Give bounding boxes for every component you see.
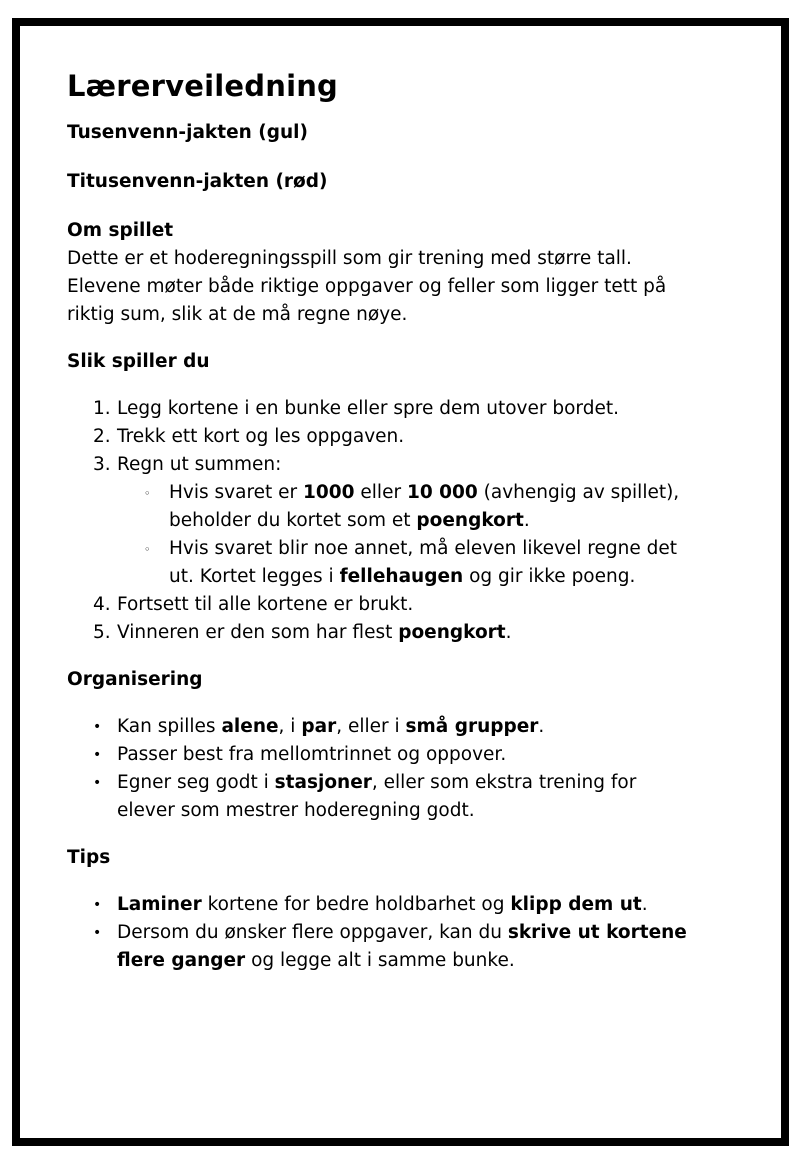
bold-term: Laminer bbox=[117, 894, 202, 915]
step-number: 2. bbox=[93, 426, 111, 447]
bold-term: par bbox=[301, 716, 337, 737]
bold-term: alene bbox=[221, 716, 279, 737]
about-heading: Om spillet bbox=[67, 220, 174, 241]
list-item: • Passer best fra mellomtrinnet og oppover. bbox=[67, 741, 697, 769]
document-content bbox=[67, 64, 697, 975]
game-title-yellow: Tusenvenn-jakten (gul) bbox=[67, 122, 308, 143]
sub-item: ◦ Hvis svaret blir noe annet, må eleven likevel regne det ut. Kortet legges i fellehaugen og gir ikke poeng. bbox=[144, 538, 677, 587]
bold-term: poengkort bbox=[416, 510, 524, 531]
bold-term: skrive ut kortene flere ganger bbox=[117, 922, 687, 971]
step-item bbox=[67, 395, 697, 423]
bold-term: fellehaugen bbox=[339, 566, 464, 587]
bullet-icon: • bbox=[93, 747, 102, 763]
about-text: Dette er et hoderegningsspill som gir trening med større tall. Elevene møter både riktige oppgaver og feller som ligger tett på riktig sum, slik at de må regne nøye. bbox=[67, 248, 667, 325]
bold-term: stasjoner bbox=[274, 772, 372, 793]
step-text: Regn ut summen: bbox=[117, 454, 282, 475]
bold-term: 10 000 bbox=[406, 482, 478, 503]
about-section bbox=[67, 217, 697, 329]
organisation-list bbox=[67, 713, 697, 825]
sub-list bbox=[117, 479, 697, 591]
step-number: 4. bbox=[93, 594, 111, 615]
organisation-section bbox=[67, 666, 697, 825]
steps-list bbox=[67, 395, 697, 647]
tips-section bbox=[67, 844, 697, 975]
tips-heading: Tips bbox=[67, 847, 111, 868]
bullet-icon: • bbox=[93, 897, 102, 913]
organisation-heading: Organisering bbox=[67, 669, 203, 690]
bold-term: klipp dem ut bbox=[510, 894, 642, 915]
bold-term: poengkort bbox=[398, 622, 506, 643]
list-item: • Laminer kortene for bedre holdbarhet og klipp dem ut. bbox=[67, 891, 697, 919]
game-title-red: Titusenvenn-jakten (rød) bbox=[67, 171, 328, 192]
bold-term: små grupper bbox=[405, 716, 539, 737]
step-text: Fortsett til alle kortene er brukt. bbox=[117, 594, 414, 615]
step-text: Legg kortene i en bunke eller spre dem utover bordet. bbox=[117, 398, 619, 419]
list-item: • Egner seg godt i stasjoner, eller som ekstra trening for elever som mestrer hoderegning godt. bbox=[67, 769, 697, 825]
page-title: Lærerveiledning bbox=[67, 69, 339, 103]
tips-list bbox=[67, 891, 697, 975]
step-item bbox=[67, 591, 697, 619]
bold-term: 1000 bbox=[303, 482, 355, 503]
bullet-icon: • bbox=[93, 719, 102, 735]
step-number: 5. bbox=[93, 622, 111, 643]
step-item bbox=[67, 451, 697, 591]
hollow-bullet-icon: ◦ bbox=[144, 543, 151, 556]
step-number: 1. bbox=[93, 398, 111, 419]
step-item: 5. Vinneren er den som har flest poengkort. bbox=[67, 619, 697, 647]
bullet-icon: • bbox=[93, 925, 102, 941]
sub-item: ◦ Hvis svaret er 1000 eller 10 000 (avhengig av spillet), beholder du kortet som et poengkort. bbox=[144, 482, 680, 531]
bullet-icon: • bbox=[93, 775, 102, 791]
step-number: 3. bbox=[93, 454, 111, 475]
list-item: • Kan spilles alene, i par, eller i små grupper. bbox=[67, 713, 697, 741]
how-to-play-heading: Slik spiller du bbox=[67, 351, 210, 372]
list-item: • Dersom du ønsker flere oppgaver, kan du skrive ut kortene flere ganger og legge alt i samme bunke. bbox=[67, 919, 697, 975]
hollow-bullet-icon: ◦ bbox=[144, 487, 151, 500]
how-to-play-section bbox=[67, 348, 697, 647]
step-item bbox=[67, 423, 697, 451]
step-text: Trekk ett kort og les oppgaven. bbox=[117, 426, 405, 447]
